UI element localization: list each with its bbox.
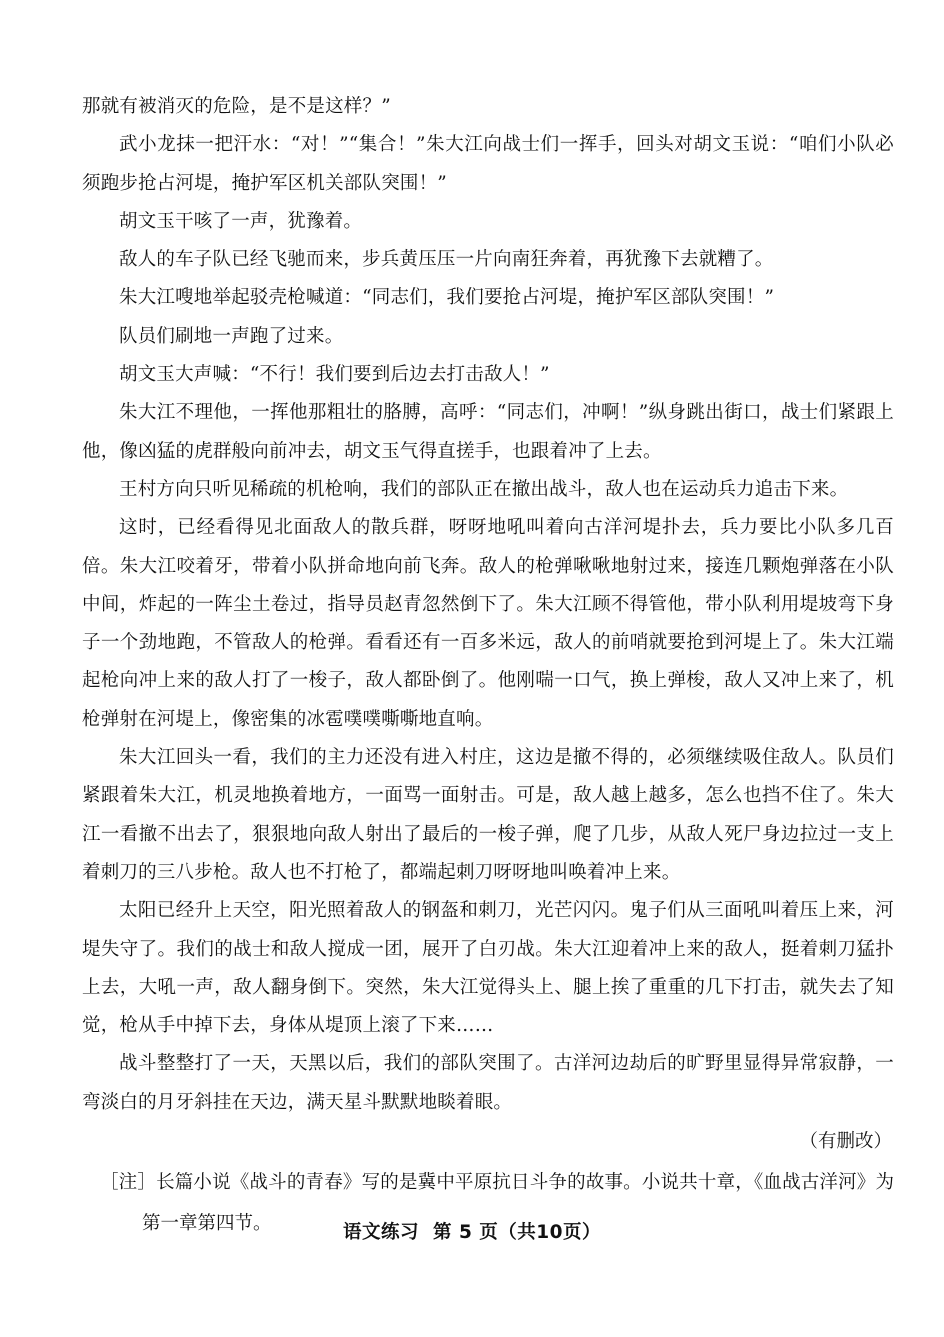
paragraph-6: 队员们刷地一声跑了过来。 <box>119 325 344 347</box>
paragraph-7: 胡文玉大声喊：“不行！我们要到后边去打击敌人！” <box>119 364 550 386</box>
paragraph-8: 朱大江不理他，一挥他那粗壮的胳膊，高呼：“同志们，冲啊！”纵身跳出街口，战士们紧跟上他，像凶猛的虎群般向前冲去，胡文玉气得直搓手，也跟着冲了上去。 <box>82 402 894 462</box>
paragraph-11: 朱大江回头一看，我们的主力还没有进入村庄，这边是撤不得的，必须继续吸住敌人。队员们紧跟着朱大江，机灵地换着地方，一面骂一面射击。可是，敌人越上越多，怎么也挡不住了。朱大江一看撤不出去了，狠狠地向敌人射出了最后的一梭子弹，爬了几步，从敌人死尸身边拉过一支上着刺刀的三八步枪。敌人也不打枪了，都端起刺刀呀呀地叫唤着冲上来。 <box>82 747 894 883</box>
annotation-label: ［注］ <box>100 1172 157 1194</box>
paragraph-4: 敌人的车子队已经飞驰而来，步兵黄压压一片向南狂奔着，再犹豫下去就糟了。 <box>119 249 774 271</box>
paragraph-9: 王村方向只听见稀疏的机枪响，我们的部队正在撤出战斗，敌人也在运动兵力追击下来。 <box>119 478 849 500</box>
footer-subject: 语文练习 <box>342 1222 419 1243</box>
paragraph-3: 胡文玉干咳了一声，犹豫着。 <box>119 210 363 232</box>
paragraph-12: 太阳已经升上天空，阳光照着敌人的钢盔和刺刀，光芒闪闪。鬼子们从三面吼叫着压上来，河堤失守了。我们的战士和敌人搅成一团，展开了白刃战。朱大江迎着冲上来的敌人，挺着刺刀猛扑上去，大吼一声，敌人翻身倒下。突然，朱大江觉得头上、腿上挨了重重的几下打击，就失去了知觉，枪从手中掉下去，身体从堤顶上滚了下来…… <box>82 900 894 1037</box>
paragraph-10: 这时，已经看得见北面敌人的散兵群，呀呀地吼叫着向古洋河堤扑去，兵力要比小队多几百倍。朱大江咬着牙，带着小队拼命地向前飞奔。敌人的枪弹啾啾地射过来，接连几颗炮弹落在小队中间，炸起的一阵尘土卷过，指导员赵青忽然倒下了。朱大江顾不得管他，带小队利用堤坡弯下身子一个劲地跑，不管敌人的枪弹。看看还有一百多米远，敌人的前哨就要抢到河堤上了。朱大江端起枪向冲上来的敌人打了一梭子，敌人都卧倒了。他刚喘一口气，换上弹梭，敌人又冲上来了，机枪弹射在河堤上，像密集的冰雹噗噗嘶嘶地直响。 <box>82 517 894 730</box>
paragraph-1: 那就有被消灭的危险，是不是这样？” <box>82 96 391 117</box>
page-footer <box>0 1218 944 1244</box>
passage-body <box>82 88 894 1244</box>
footer-page-number: 第 5 页（共10页） <box>433 1222 601 1243</box>
paragraph-5: 朱大江嗖地举起驳壳枪喊道：“同志们，我们要抢占河堤，掩护军区部队突围！” <box>119 287 775 309</box>
paragraph-13: 战斗整整打了一天，天黑以后，我们的部队突围了。古洋河边劫后的旷野里显得异常寂静，一弯淡白的月牙斜挂在天边，满天星斗默默地睒着眼。 <box>82 1053 894 1113</box>
paragraph-2: 武小龙抹一把汗水：“对！”“集合！”朱大江向战士们一挥手，回头对胡文玉说：“咱们小队必须跑步抢占河堤，掩护军区机关部队突围！” <box>82 134 894 194</box>
source-note: （有删改） <box>799 1131 892 1153</box>
annotation-text: 长篇小说《战斗的青春》写的是冀中平原抗日斗争的故事。小说共十章，《血战古洋河》为第一章第四节。 <box>142 1172 894 1235</box>
